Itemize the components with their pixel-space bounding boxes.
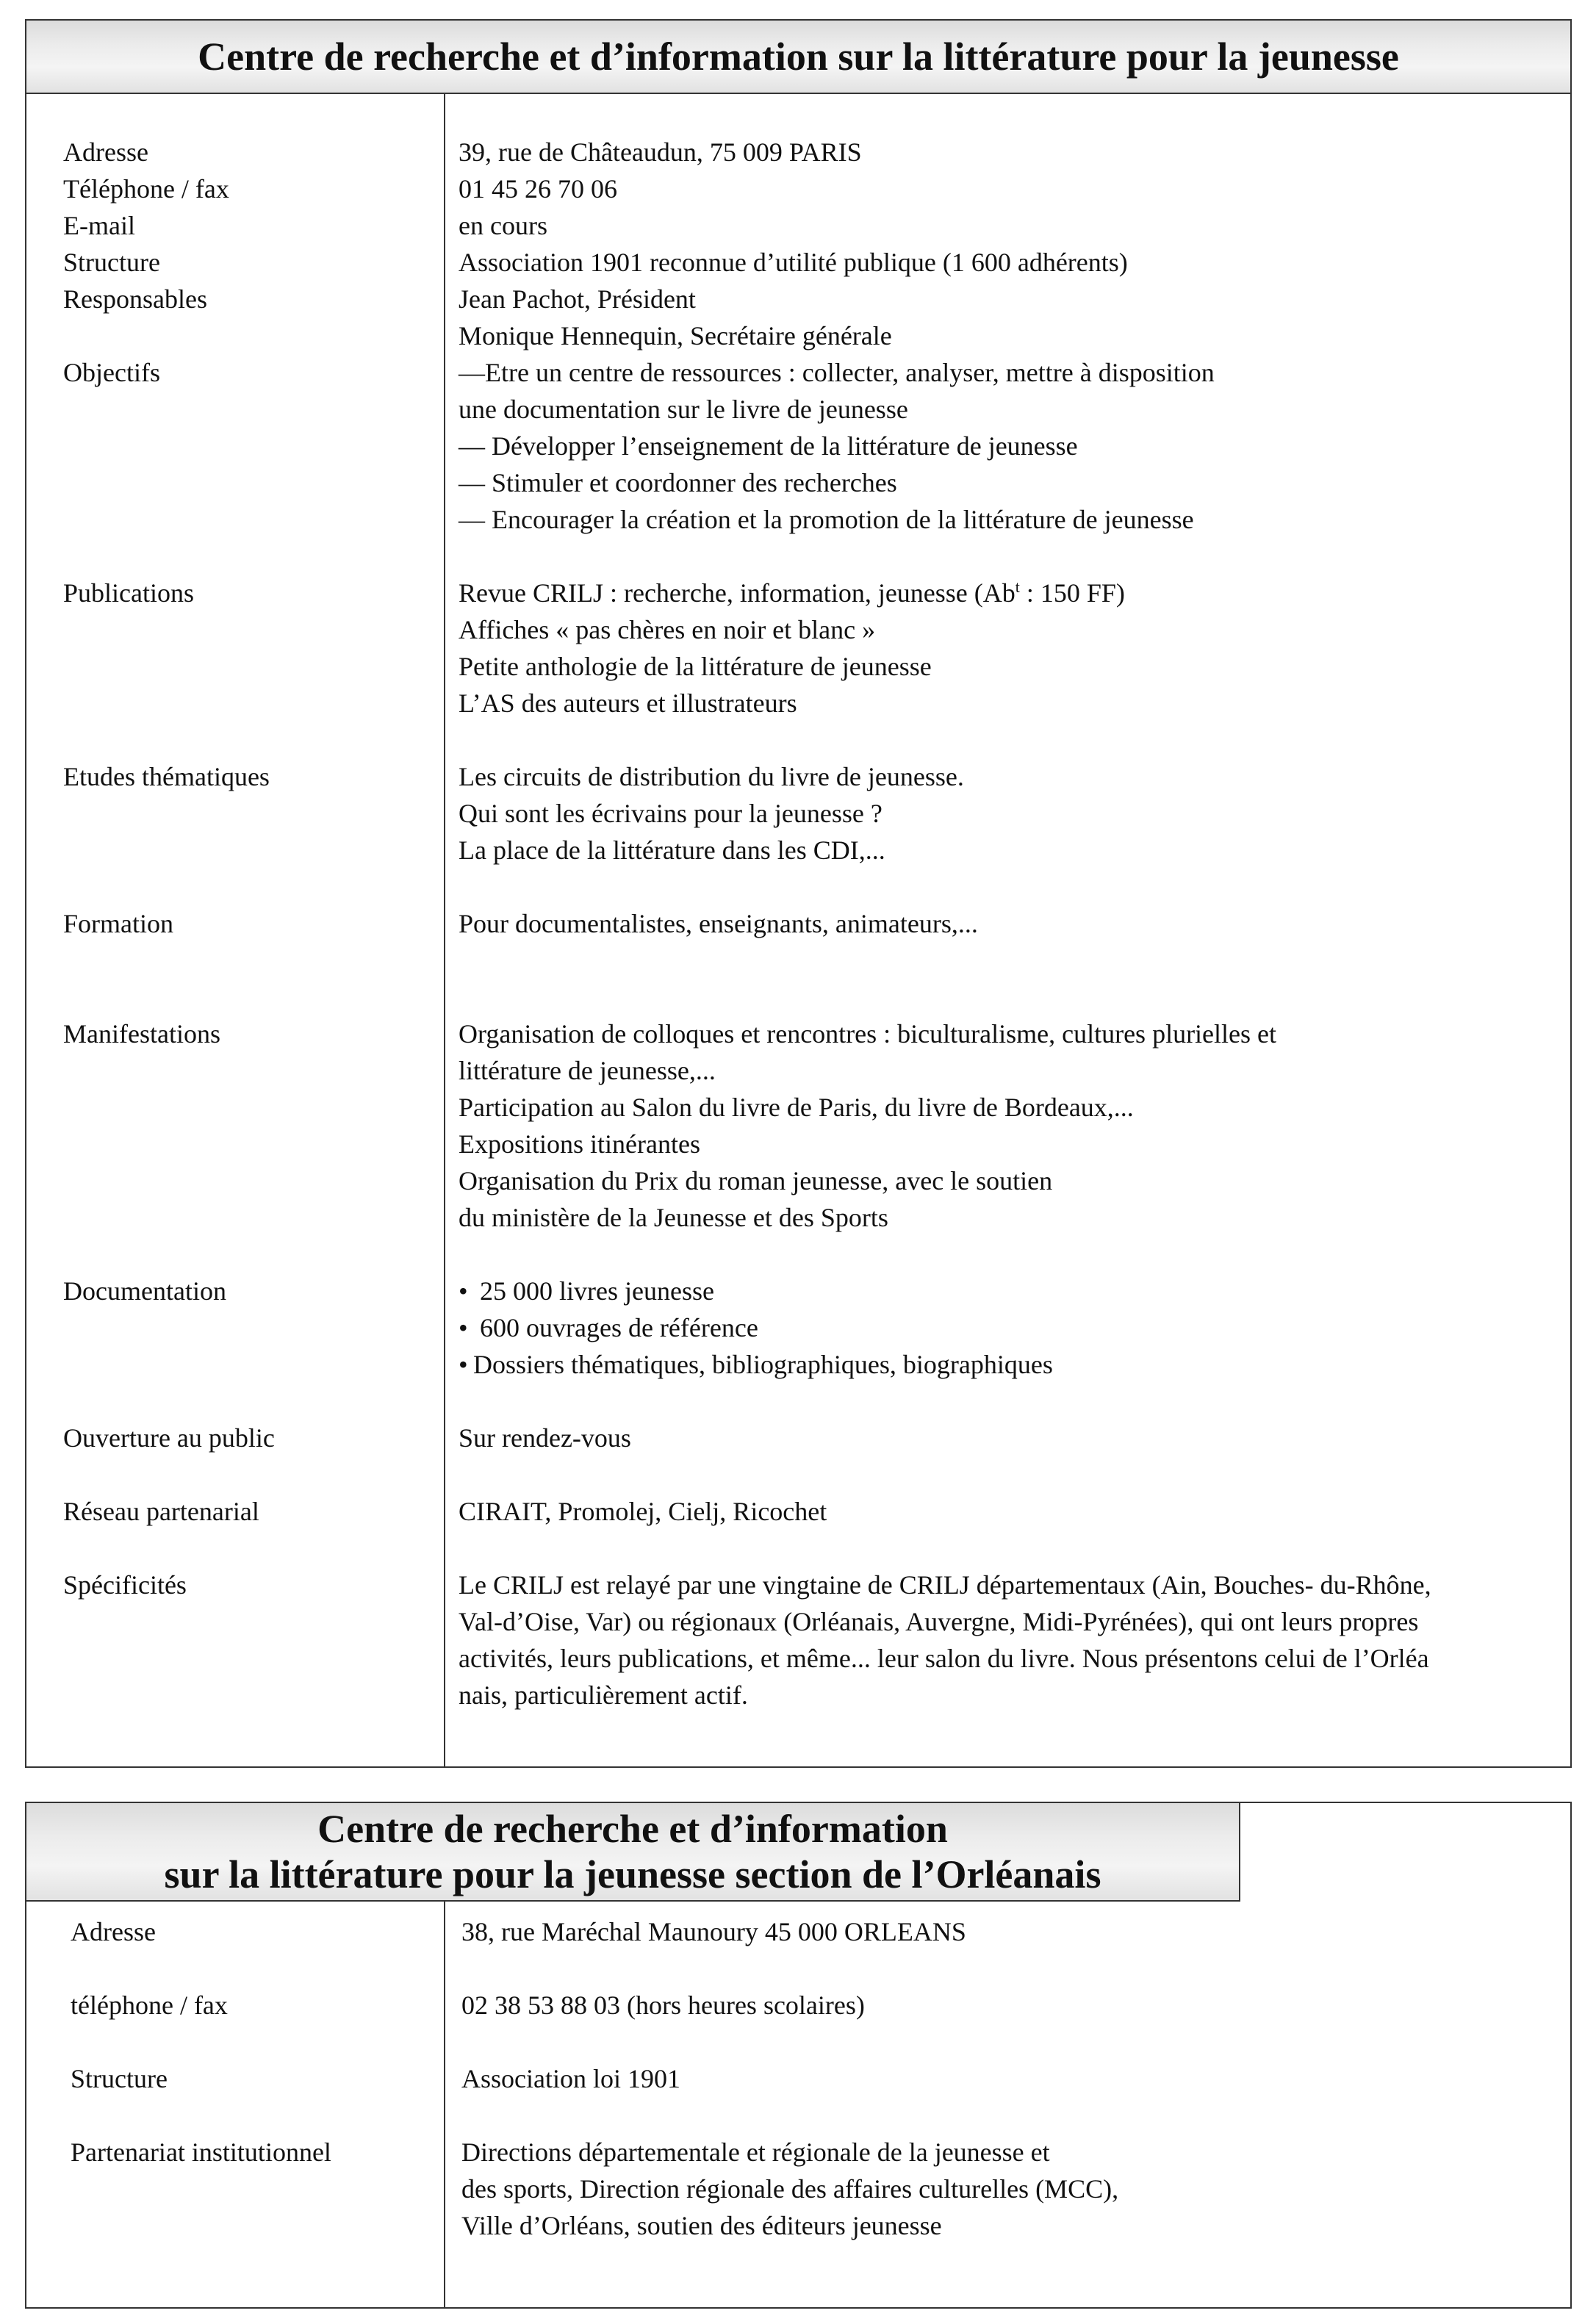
value-publications xyxy=(459,575,1546,722)
value-line: — Développer l’enseignement de la littérature de jeunesse xyxy=(459,431,1078,461)
value-line: L’AS des auteurs et illustrateurs xyxy=(459,688,797,718)
value-reseau xyxy=(459,1493,1546,1530)
value-line: — Encourager la création et la promotion de la littérature de jeunesse xyxy=(459,505,1194,534)
value-line: —Etre un centre de ressources : collecter, analyser, mettre à disposition xyxy=(459,358,1215,387)
value-responsables xyxy=(459,281,1546,354)
bullet-icon: • xyxy=(459,1276,468,1306)
value-line: Le CRILJ est relayé par une vingtaine de CRILJ départementaux (Ain, Bouches- du-Rhône, xyxy=(459,1570,1431,1600)
orleanais-title xyxy=(26,1803,1240,1902)
value-line: littérature de jeunesse,... xyxy=(459,1056,716,1085)
value-telephone xyxy=(461,1987,1549,2024)
label-reseau: Réseau partenarial xyxy=(63,1497,259,1526)
value-line: 02 38 53 88 03 (hors heures scolaires) xyxy=(461,1990,865,2020)
value-line: Expositions itinérantes xyxy=(459,1129,700,1159)
bullet-item xyxy=(459,1273,1546,1309)
column-divider xyxy=(444,94,445,1766)
value-line: Qui sont les écrivains pour la jeunesse ? xyxy=(459,799,883,828)
crilj-title: Centre de recherche et d’information sur la littérature pour la jeunesse xyxy=(26,21,1570,94)
value-objectifs xyxy=(459,354,1546,538)
value-adresse xyxy=(461,1913,1549,1950)
value-line: des sports, Direction régionale des affaires culturelles (MCC), xyxy=(461,2174,1119,2204)
value-line: Val-d’Oise, Var) ou régionaux (Orléanais, Auvergne, Midi-Pyrénées), qui ont leurs propres xyxy=(459,1607,1419,1636)
label-adresse: Adresse xyxy=(63,137,148,167)
value-line: Association 1901 reconnue d’utilité publique (1 600 adhérents) xyxy=(459,248,1128,277)
value-text: Dossiers thématiques, bibliographiques, biographiques xyxy=(473,1350,1053,1379)
value-line: Ville d’Orléans, soutien des éditeurs jeunesse xyxy=(461,2211,942,2240)
column-divider xyxy=(444,1902,445,2307)
value-line: La place de la littérature dans les CDI,... xyxy=(459,835,885,865)
value-text: 25 000 livres jeunesse xyxy=(480,1276,714,1306)
label-structure: Structure xyxy=(63,248,160,277)
value-line: Organisation du Prix du roman jeunesse, avec le soutien xyxy=(459,1166,1053,1195)
label-structure: Structure xyxy=(71,2064,168,2093)
value-text: Revue CRILJ : recherche, information, jeunesse (Ab xyxy=(459,578,1016,608)
label-email: E-mail xyxy=(63,211,135,240)
value-line: — Stimuler et coordonner des recherches xyxy=(459,468,897,497)
value-documentation xyxy=(459,1273,1546,1383)
crilj-info-table xyxy=(25,19,1572,1768)
label-telephone: téléphone / fax xyxy=(71,1990,228,2020)
value-line: 01 45 26 70 06 xyxy=(459,174,617,204)
value-text: : 150 FF) xyxy=(1019,578,1125,608)
label-responsables: Responsables xyxy=(63,284,207,314)
superscript: t xyxy=(1015,578,1020,596)
label-adresse: Adresse xyxy=(71,1917,156,1946)
bullet-icon: • xyxy=(459,1350,468,1379)
value-line: Les circuits de distribution du livre de jeunesse. xyxy=(459,762,964,791)
value-specificites xyxy=(459,1567,1546,1713)
value-partenariat xyxy=(461,2134,1549,2244)
bullet-item xyxy=(459,1309,1546,1346)
value-line: Association loi 1901 xyxy=(461,2064,680,2093)
label-partenariat: Partenariat institutionnel xyxy=(71,2137,331,2167)
value-line: Directions départementale et régionale de la jeunesse et xyxy=(461,2137,1050,2167)
value-line: Monique Hennequin, Secrétaire générale xyxy=(459,321,892,350)
bullet-icon: • xyxy=(459,1313,468,1342)
title-line: sur la littérature pour la jeunesse section de l’Orléanais xyxy=(164,1852,1101,1896)
value-line: Sur rendez-vous xyxy=(459,1423,631,1453)
value-text: 600 ouvrages de référence xyxy=(480,1313,758,1342)
value-structure xyxy=(461,2060,1549,2097)
value-email xyxy=(459,207,1546,244)
bullet-item xyxy=(459,1346,1546,1383)
value-structure xyxy=(459,244,1546,281)
value-manifestations xyxy=(459,1015,1546,1236)
label-formation: Formation xyxy=(63,909,173,938)
label-publications: Publications xyxy=(63,578,194,608)
label-specificites: Spécificités xyxy=(63,1570,187,1600)
value-line: activités, leurs publications, et même... leur salon du livre. Nous présentons celui de l’Orléa xyxy=(459,1644,1429,1673)
value-line: Petite anthologie de la littérature de jeunesse xyxy=(459,652,932,681)
value-line: Participation au Salon du livre de Paris, du livre de Bordeaux,... xyxy=(459,1093,1134,1122)
label-etudes: Etudes thématiques xyxy=(63,762,270,791)
crilj-orleanais-table xyxy=(25,1802,1572,2309)
value-formation xyxy=(459,905,1546,942)
value-line: du ministère de la Jeunesse et des Sports xyxy=(459,1203,888,1232)
value-line: Affiches « pas chères en noir et blanc » xyxy=(459,615,876,644)
value-line xyxy=(459,575,1546,611)
value-line: CIRAIT, Promolej, Cielj, Ricochet xyxy=(459,1497,827,1526)
value-line: Jean Pachot, Président xyxy=(459,284,696,314)
value-line: Pour documentalistes, enseignants, animateurs,... xyxy=(459,909,978,938)
value-line: une documentation sur le livre de jeunesse xyxy=(459,395,908,424)
value-line: nais, particulièrement actif. xyxy=(459,1680,748,1710)
label-ouverture: Ouverture au public xyxy=(63,1423,275,1453)
label-objectifs: Objectifs xyxy=(63,358,160,387)
value-adresse xyxy=(459,134,1546,170)
value-line: 39, rue de Châteaudun, 75 009 PARIS xyxy=(459,137,862,167)
value-line: Organisation de colloques et rencontres : biculturalisme, cultures plurielles et xyxy=(459,1019,1277,1049)
value-line: 38, rue Maréchal Maunoury 45 000 ORLEANS xyxy=(461,1917,966,1946)
value-telephone xyxy=(459,170,1546,207)
label-telephone: Téléphone / fax xyxy=(63,174,229,204)
label-documentation: Documentation xyxy=(63,1276,226,1306)
value-ouverture xyxy=(459,1420,1546,1456)
title-line: Centre de recherche et d’information xyxy=(317,1807,948,1851)
label-manifestations: Manifestations xyxy=(63,1019,220,1049)
value-etudes xyxy=(459,758,1546,868)
value-line: en cours xyxy=(459,211,547,240)
